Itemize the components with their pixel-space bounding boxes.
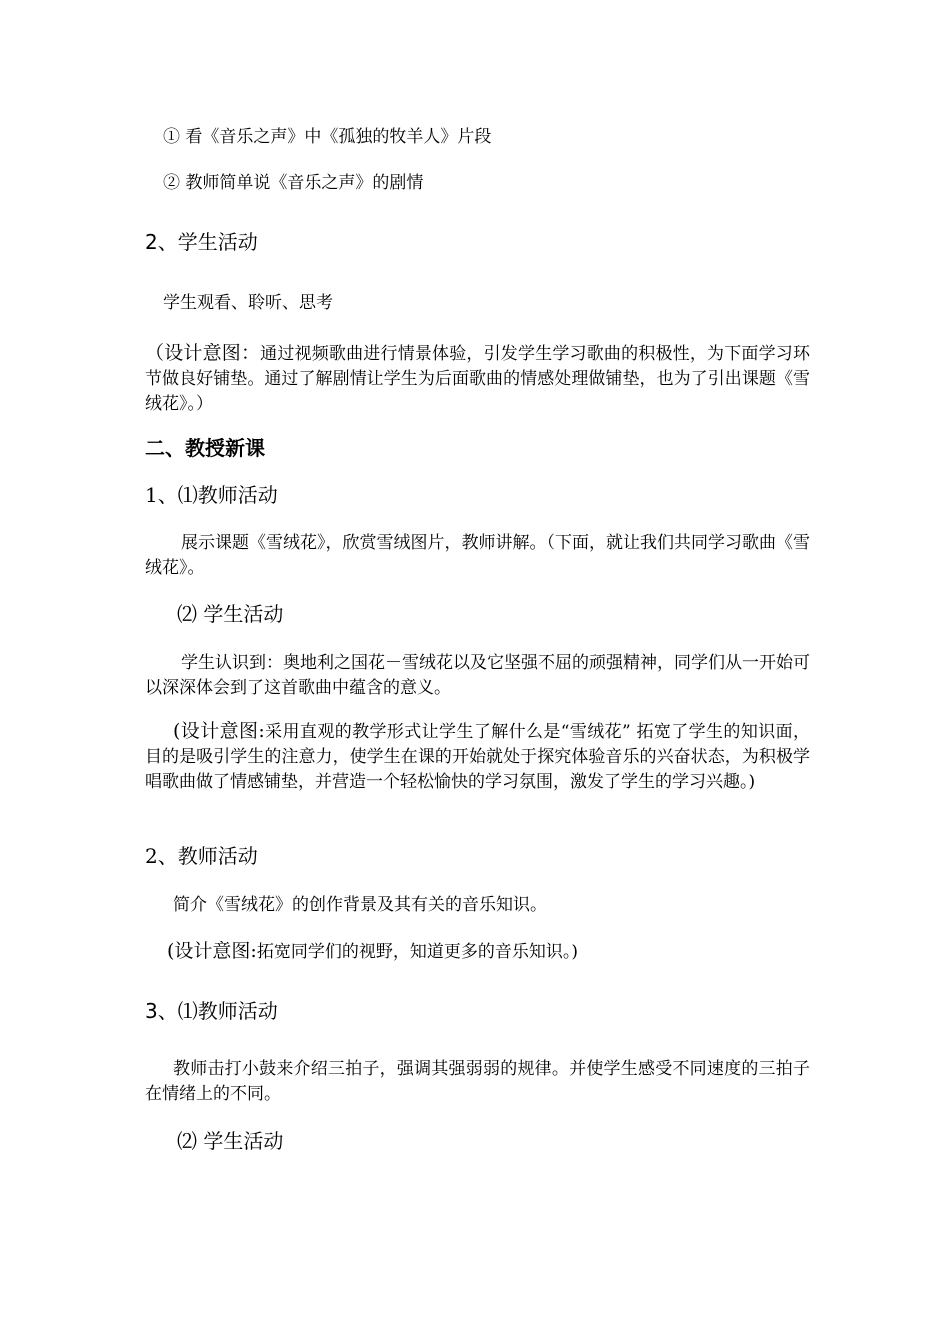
heading-teacher-activity-2: 2、教师活动: [145, 844, 258, 868]
design-intent-label: （设计意图：: [145, 342, 261, 364]
design-intent-3: [145, 939, 810, 965]
paragraph-intro-background: 简介《雪绒花》的创作背景及其有关的音乐知识。: [173, 895, 547, 915]
heading-section-two: 二、教授新课: [145, 436, 265, 460]
paragraph-show-title: 展示课题《雪绒花》，欣赏雪绒图片，教师讲解。（下面，就让我们共同学习歌曲《雪绒花》。: [145, 533, 810, 578]
heading-student-activity-3: ⑵ 学生活动: [177, 1129, 284, 1153]
design-intent-text: 通过视频歌曲进行情景体验，引发学生学习歌曲的积极性，为下面学习环节做良好铺垫。通过了解剧情让学生为后面歌曲的情感处理做铺垫，也为了引出课题《雪绒花》。）: [145, 344, 810, 414]
design-intent-text: 采用直观的教学形式让学生了解什么是“雪绒花” 拓宽了学生的知识面，目的是吸引学生的注意力，使学生在课的开始就处于探究体验音乐的兴奋状态，为积极学唱歌曲做了情感铺垫，并营造一个轻松愉快的学习氛围，激发了学生的学习兴趣。): [145, 722, 810, 792]
design-intent-label: (设计意图:: [167, 940, 257, 962]
design-intent-label: (设计意图:: [173, 720, 265, 742]
item-watch-clip: ① 看《音乐之声》中《孤独的牧羊人》片段: [163, 127, 492, 147]
heading-student-activity: 2、学生活动: [145, 230, 258, 254]
heading-teacher-activity-3: 3、⑴教师活动: [145, 999, 278, 1023]
paragraph-student-learn: 学生认识到：奥地利之国花－雪绒花以及它坚强不屈的顽强精神，同学们从一开始可以深深体会到了这首歌曲中蕴含的意义。: [145, 653, 810, 698]
heading-student-activity-1: ⑵ 学生活动: [177, 602, 284, 626]
paragraph-triple-meter: 教师击打小鼓来介绍三拍子，强调其强弱弱的规律。并使学生感受不同速度的三拍子在情绪上的不同。: [145, 1059, 810, 1104]
design-intent-text: 拓宽同学们的视野，知道更多的音乐知识。): [256, 942, 578, 962]
design-intent-2: [145, 719, 810, 795]
paragraph-student-watch: 学生观看、聆听、思考: [163, 293, 333, 313]
heading-teacher-activity-1: 1、⑴教师活动: [145, 483, 278, 507]
design-intent-1: [145, 341, 810, 417]
item-teacher-plot: ② 教师简单说《音乐之声》的剧情: [163, 173, 424, 193]
